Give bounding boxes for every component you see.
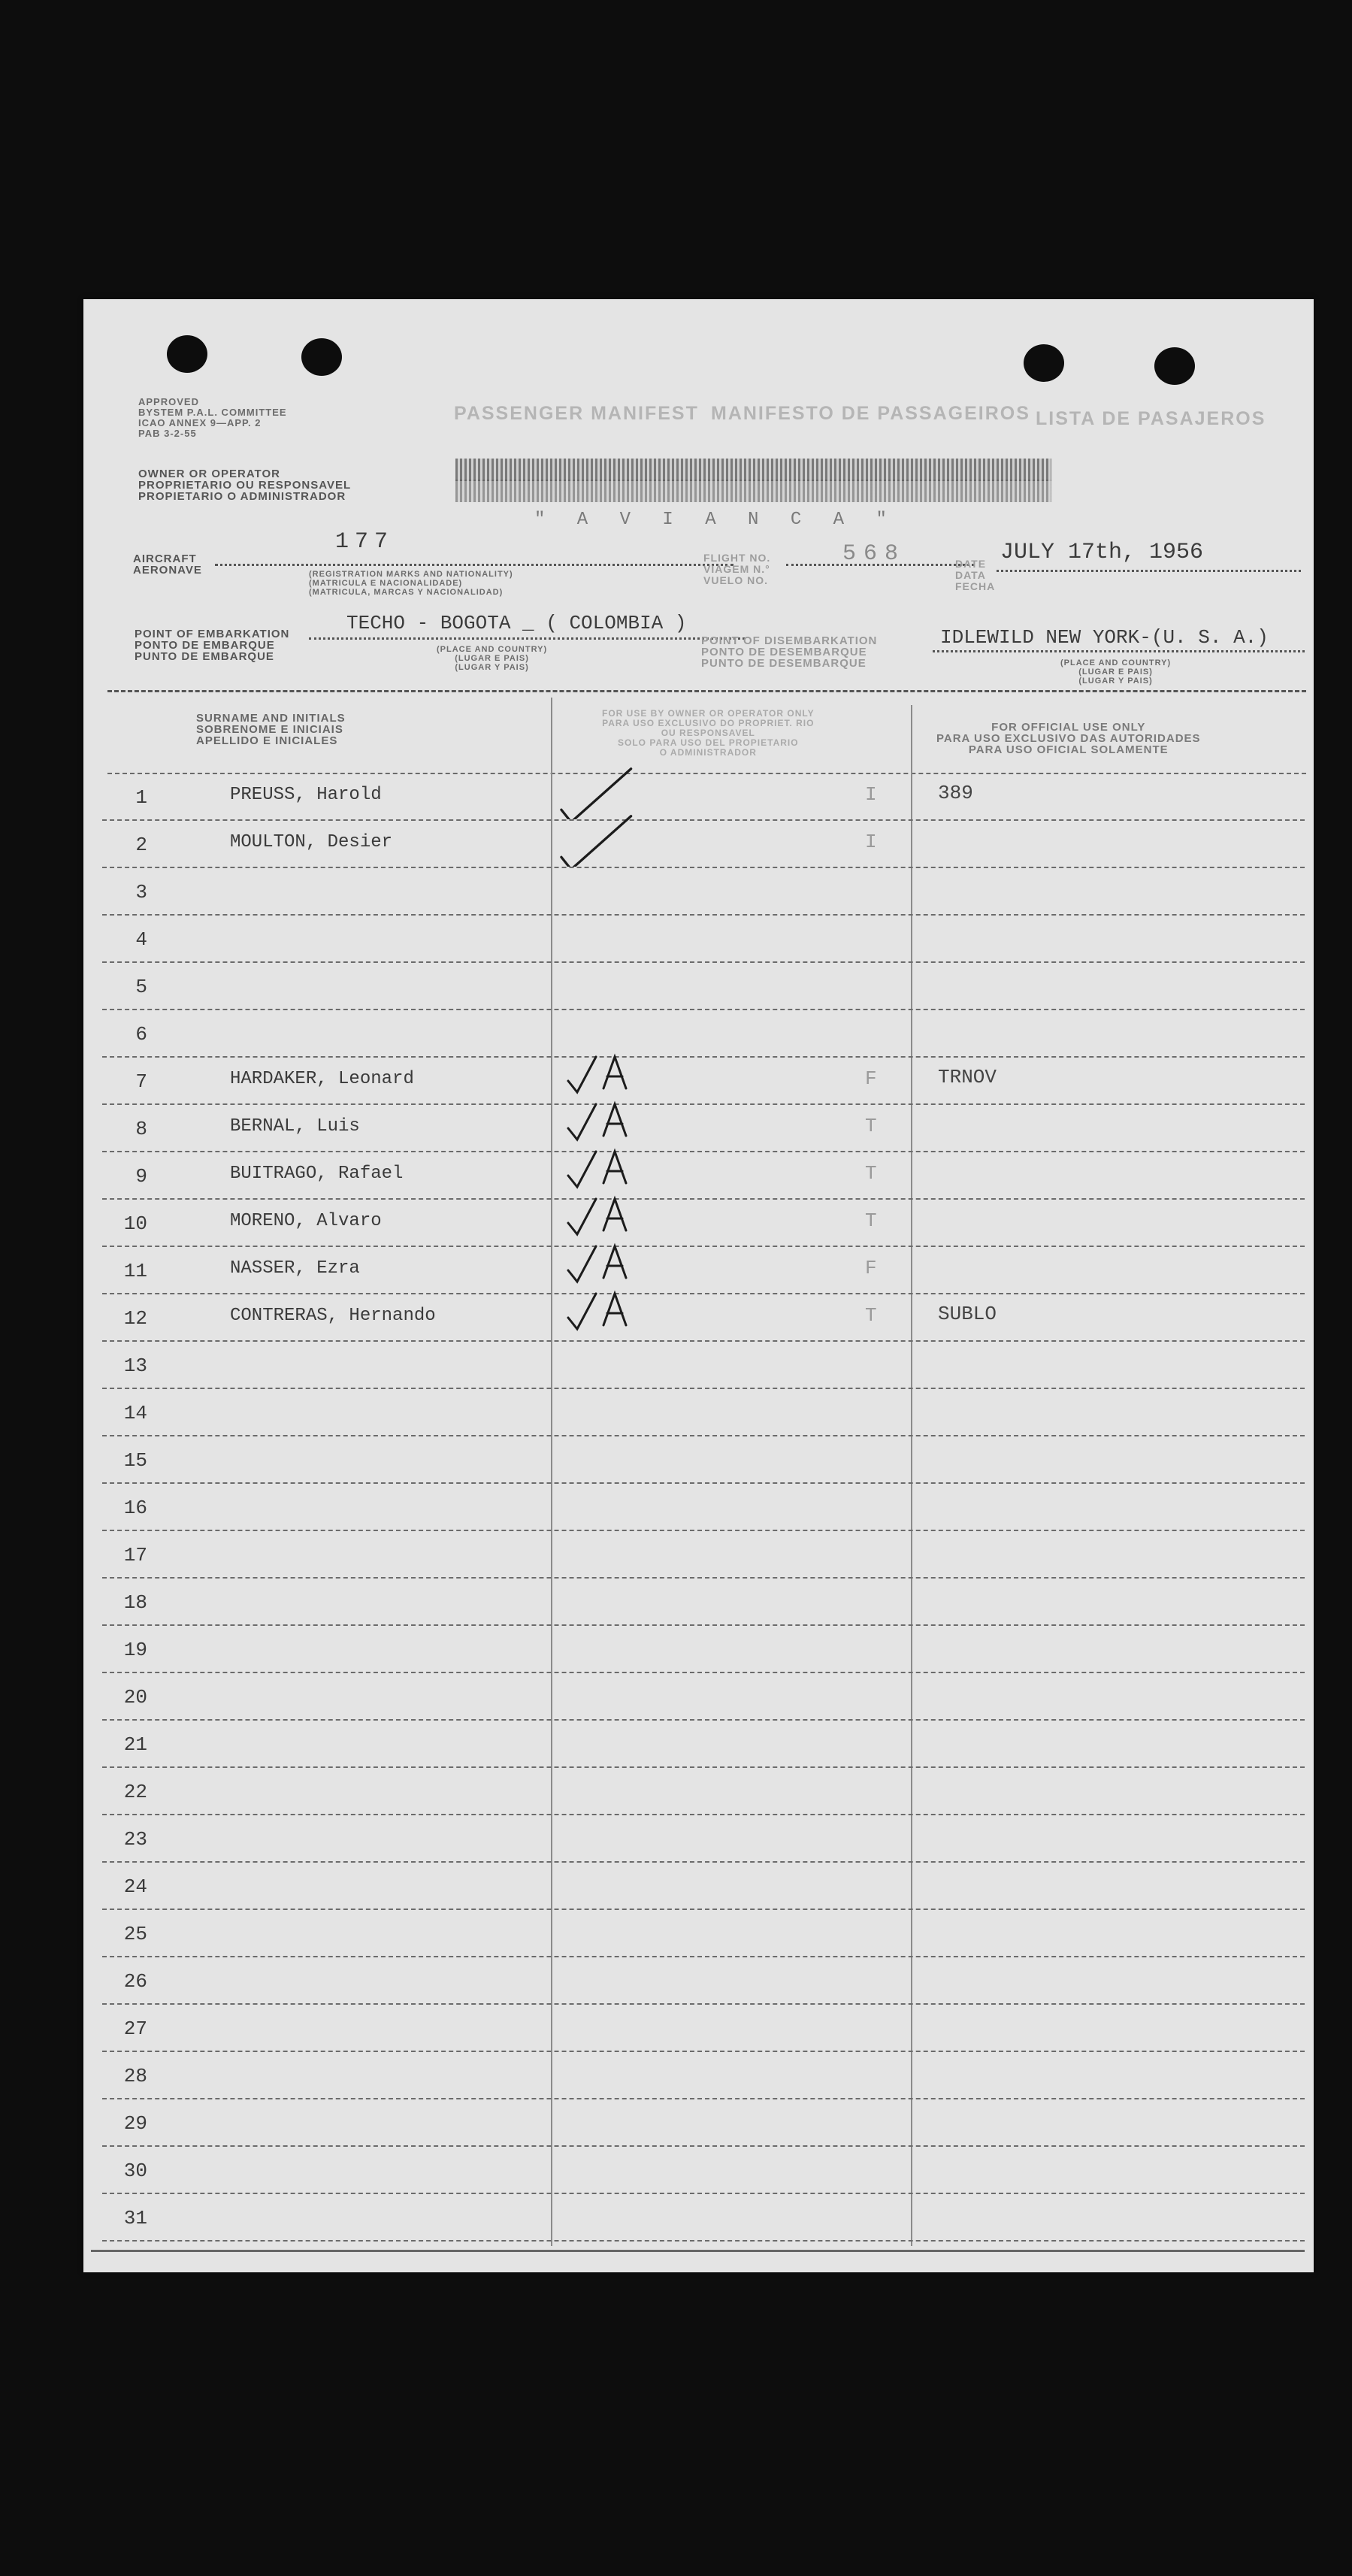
punch-hole	[301, 338, 342, 376]
check-va-icon	[562, 1193, 645, 1238]
row-number: 1	[135, 786, 147, 809]
row-number: 30	[123, 2160, 147, 2182]
aircraft-value: 177	[335, 529, 395, 555]
row-rule	[102, 1482, 1305, 1484]
row-rule	[102, 1388, 1305, 1389]
row-rule	[102, 1198, 1305, 1200]
row-rule	[102, 1530, 1305, 1531]
approval-block	[138, 397, 287, 439]
table-row	[102, 1863, 1305, 1910]
passenger-name: MORENO, Alvaro	[230, 1211, 382, 1231]
table-row	[102, 2100, 1305, 2147]
flight-label: FLIGHT NO. VIAGEM N.° VUELO NO.	[703, 552, 771, 586]
table-row	[102, 2148, 1305, 2194]
row-rule	[102, 961, 1305, 963]
row-number: 19	[123, 1639, 147, 1661]
table-row	[102, 1248, 1305, 1294]
row-number: 26	[123, 1970, 147, 1993]
column-header-official: FOR OFFICIAL USE ONLY PARA USO EXCLUSIVO DAS AUTORIDADES PARA USO OFICIAL SOLAMENTE	[936, 721, 1201, 756]
row-number: 9	[135, 1165, 147, 1188]
row-number: 29	[123, 2112, 147, 2135]
row-rule	[102, 2003, 1305, 2005]
title-english: PASSENGER MANIFEST	[454, 403, 699, 424]
row-number: 17	[123, 1544, 147, 1566]
aircraft-note: (REGISTRATION MARKS AND NATIONALITY) (MATRICULA E NACIONALIDADE) (MATRICULA, MARCAS Y NACIONALIDAD)	[309, 570, 513, 597]
passenger-code: T	[865, 1209, 877, 1232]
table-row	[102, 1437, 1305, 1484]
passenger-name: NASSER, Ezra	[230, 1258, 360, 1279]
title-spanish: LISTA DE PASAJEROS	[1036, 408, 1266, 429]
manifest-sheet	[83, 299, 1314, 2272]
row-rule	[102, 2051, 1305, 2052]
table-row	[102, 1911, 1305, 1957]
table-row	[102, 1011, 1305, 1058]
passenger-name: BUITRAGO, Rafael	[230, 1164, 404, 1184]
row-number: 6	[135, 1023, 147, 1046]
embarkation-place-note: (PLACE AND COUNTRY) (LUGAR E PAIS) (LUGAR Y PAIS)	[437, 645, 548, 672]
row-rule	[102, 1719, 1305, 1721]
table-row	[102, 1342, 1305, 1389]
check-va-icon	[562, 1146, 645, 1191]
table-row	[102, 2053, 1305, 2099]
row-number: 13	[123, 1355, 147, 1377]
passenger-code: F	[865, 1067, 877, 1090]
passenger-code: F	[865, 1257, 877, 1279]
table-row	[102, 869, 1305, 916]
row-rule	[102, 2193, 1305, 2194]
row-number: 22	[123, 1781, 147, 1803]
table-row	[102, 1058, 1305, 1105]
row-number: 16	[123, 1497, 147, 1519]
column-header-surname: SURNAME AND INITIALS SOBRENOME E INICIAIS APELLIDO E INICIALES	[196, 712, 346, 747]
passenger-code: T	[865, 1304, 877, 1327]
passenger-name: MOULTON, Desier	[230, 832, 393, 852]
embarkation-label: POINT OF EMBARKATION PONTO DE EMBARQUE PUNTO DE EMBARQUE	[135, 628, 290, 663]
row-rule	[102, 1909, 1305, 1910]
official-note: 389	[938, 782, 973, 804]
row-number: 7	[135, 1070, 147, 1093]
row-rule	[102, 1956, 1305, 1957]
table-row	[102, 1532, 1305, 1579]
date-label: DATE DATA FECHA	[955, 558, 996, 592]
redacted-typing	[455, 480, 1051, 502]
check-va-icon	[562, 1098, 645, 1143]
disembarkation-place-note: (PLACE AND COUNTRY) (LUGAR E PAIS) (LUGAR Y PAIS)	[1060, 658, 1172, 686]
row-number: 21	[123, 1733, 147, 1756]
row-number: 24	[123, 1875, 147, 1898]
row-number: 10	[123, 1212, 147, 1235]
row-number: 20	[123, 1686, 147, 1709]
row-rule	[102, 1624, 1305, 1626]
row-rule	[102, 2145, 1305, 2147]
row-number: 8	[135, 1118, 147, 1140]
row-rule	[102, 2240, 1305, 2242]
row-rule	[102, 1340, 1305, 1342]
passenger-code: I	[865, 831, 877, 853]
row-number: 23	[123, 1828, 147, 1851]
table-row	[102, 1153, 1305, 1200]
table-row	[102, 1721, 1305, 1768]
checkmark-icon	[553, 807, 643, 867]
table-row	[102, 2005, 1305, 2052]
table-row	[102, 1627, 1305, 1673]
table-row	[102, 774, 1305, 821]
approval-line: APPROVED	[138, 396, 199, 407]
check-va-icon	[562, 1288, 645, 1333]
row-number: 2	[135, 834, 147, 856]
row-number: 3	[135, 881, 147, 904]
row-rule	[102, 1861, 1305, 1863]
passenger-name: BERNAL, Luis	[230, 1116, 360, 1137]
flight-value: 568	[842, 541, 906, 567]
table-row	[102, 1106, 1305, 1152]
row-rule	[102, 1151, 1305, 1152]
row-number: 5	[135, 976, 147, 998]
table-row	[102, 1295, 1305, 1342]
row-number: 12	[123, 1307, 147, 1330]
disembarkation-label: POINT OF DISEMBARKATION PONTO DE DESEMBARQUE PUNTO DE DESEMBARQUE	[701, 634, 878, 670]
approval-line: PAB 3-2-55	[138, 428, 197, 439]
row-rule	[102, 1009, 1305, 1010]
table-row	[102, 1769, 1305, 1815]
row-rule	[102, 1246, 1305, 1247]
row-rule	[102, 2098, 1305, 2099]
passenger-name: PREUSS, Harold	[230, 785, 382, 805]
date-line	[997, 570, 1301, 572]
approval-line: BYSTEM P.A.L. COMMITTEE	[138, 407, 287, 418]
punch-hole	[1154, 347, 1195, 385]
table-row	[102, 1958, 1305, 2005]
row-number: 31	[123, 2207, 147, 2229]
title-portuguese: MANIFESTO DE PASSAGEIROS	[711, 403, 1030, 424]
disembarkation-value: IDLEWILD NEW YORK-(U. S. A.)	[940, 626, 1269, 649]
approval-line: ICAO ANNEX 9—APP. 2	[138, 417, 262, 428]
row-number: 28	[123, 2065, 147, 2087]
table-row	[102, 916, 1305, 963]
row-rule	[102, 867, 1305, 868]
table-row	[102, 2195, 1305, 2242]
row-rule	[102, 914, 1305, 916]
table-row	[102, 822, 1305, 868]
passenger-name: CONTRERAS, Hernando	[230, 1306, 436, 1326]
official-note: TRNOV	[938, 1066, 997, 1088]
passenger-code: T	[865, 1115, 877, 1137]
punch-hole	[167, 335, 207, 373]
row-rule	[102, 1293, 1305, 1294]
check-va-icon	[562, 1051, 645, 1096]
column-header-operator: FOR USE BY OWNER OR OPERATOR ONLY PARA USO EXCLUSIVO DO PROPRIET. RIO OU RESPONSAVEL SOLO PARA USO DEL PROPIETARIO O ADMINISTRADOR	[602, 708, 815, 758]
punch-hole	[1024, 344, 1064, 382]
row-rule	[102, 1672, 1305, 1673]
row-rule	[102, 1766, 1305, 1768]
row-rule	[102, 1056, 1305, 1058]
row-number: 18	[123, 1591, 147, 1614]
row-rule	[102, 1814, 1305, 1815]
row-number: 15	[123, 1449, 147, 1472]
row-number: 27	[123, 2018, 147, 2040]
table-top-rule	[107, 690, 1306, 692]
table-row	[102, 1485, 1305, 1531]
row-rule	[102, 1103, 1305, 1105]
disembarkation-line	[933, 650, 1305, 652]
check-va-icon	[562, 1240, 645, 1285]
table-row	[102, 1674, 1305, 1721]
date-value: JULY 17th, 1956	[1000, 540, 1204, 565]
row-number: 14	[123, 1402, 147, 1424]
table-bottom-rule	[91, 2250, 1305, 2252]
row-rule	[102, 1577, 1305, 1579]
passenger-name: HARDAKER, Leonard	[230, 1069, 414, 1089]
aircraft-label: AIRCRAFT AERONAVE	[133, 552, 202, 577]
table-row	[102, 1579, 1305, 1626]
table-row	[102, 1390, 1305, 1436]
flight-line	[786, 564, 974, 566]
row-rule	[102, 819, 1305, 821]
row-number: 11	[123, 1260, 147, 1282]
aircraft-line	[215, 564, 733, 566]
passenger-code: T	[865, 1162, 877, 1185]
embarkation-line	[309, 637, 745, 640]
row-number: 4	[135, 928, 147, 951]
owner-value: " A V I A N C A "	[534, 510, 897, 530]
embarkation-value: TECHO - BOGOTA _ ( COLOMBIA )	[346, 612, 687, 634]
official-note: SUBLO	[938, 1303, 997, 1325]
redacted-typing	[455, 459, 1051, 481]
table-row	[102, 1200, 1305, 1247]
owner-label: OWNER OR OPERATOR PROPRIETARIO OU RESPONSAVEL PROPIETARIO O ADMINISTRADOR	[138, 468, 352, 503]
row-number: 25	[123, 1923, 147, 1945]
row-rule	[102, 1435, 1305, 1436]
passenger-code: I	[865, 783, 877, 806]
table-row	[102, 1816, 1305, 1863]
table-row	[102, 964, 1305, 1010]
